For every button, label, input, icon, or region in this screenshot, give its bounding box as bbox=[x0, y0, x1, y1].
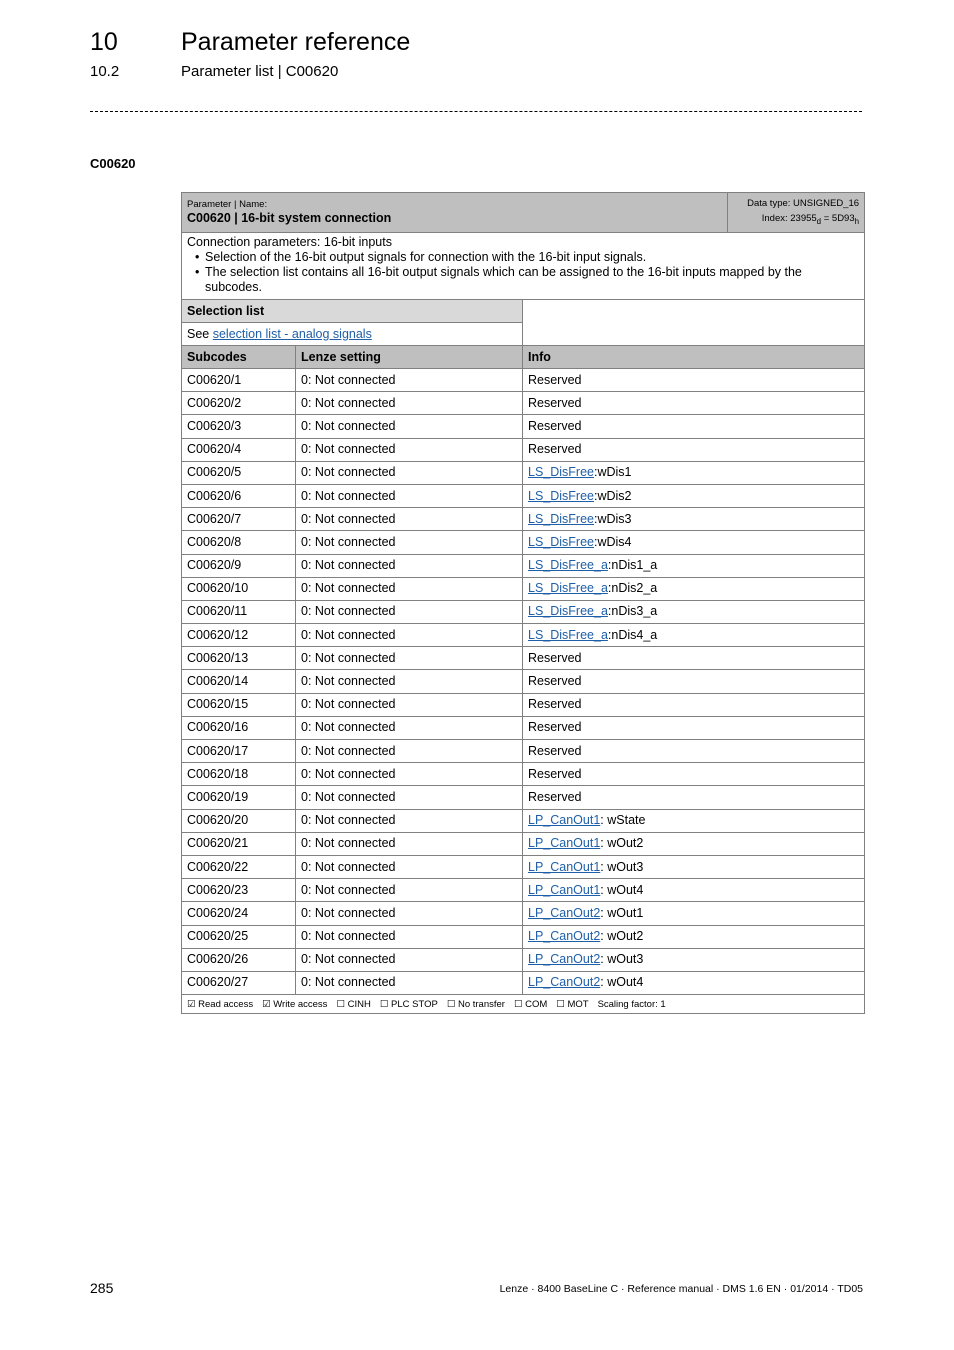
table-row bbox=[182, 716, 865, 739]
info-cell bbox=[523, 577, 865, 600]
chapter-title: Parameter reference bbox=[181, 28, 411, 56]
lenze-setting-cell: 0: Not connected bbox=[296, 971, 523, 994]
info-text: Reserved bbox=[528, 395, 582, 410]
lenze-setting-cell: 0: Not connected bbox=[296, 902, 523, 925]
info-link[interactable]: LP_CanOut2 bbox=[528, 975, 601, 990]
info-cell bbox=[523, 670, 865, 693]
info-text: Reserved bbox=[528, 766, 582, 781]
info-link[interactable]: LP_CanOut2 bbox=[528, 929, 601, 944]
table-row bbox=[182, 461, 865, 484]
info-text: : wOut3 bbox=[600, 859, 644, 874]
table-row bbox=[182, 809, 865, 832]
info-cell bbox=[523, 508, 865, 531]
table-row bbox=[182, 740, 865, 763]
info-cell bbox=[523, 461, 865, 484]
access-flags-cell bbox=[182, 995, 865, 1014]
table-row bbox=[182, 392, 865, 415]
table-row bbox=[182, 855, 865, 878]
access-flag: ☐ PLC STOP bbox=[379, 998, 438, 1010]
lenze-setting-cell: 0: Not connected bbox=[296, 948, 523, 971]
info-cell bbox=[523, 392, 865, 415]
subcode-cell: C00620/22 bbox=[182, 855, 296, 878]
info-cell bbox=[523, 925, 865, 948]
subcode-cell: C00620/26 bbox=[182, 948, 296, 971]
info-text: : wState bbox=[600, 813, 646, 828]
lenze-setting-cell: 0: Not connected bbox=[296, 461, 523, 484]
table-row bbox=[182, 484, 865, 507]
lenze-setting-cell: 0: Not connected bbox=[296, 600, 523, 623]
subcode-cell: C00620/12 bbox=[182, 624, 296, 647]
lenze-setting-cell: 0: Not connected bbox=[296, 415, 523, 438]
info-text: Reserved bbox=[528, 743, 582, 758]
subcode-cell: C00620/15 bbox=[182, 693, 296, 716]
subcode-cell: C00620/27 bbox=[182, 971, 296, 994]
subcode-cell: C00620/6 bbox=[182, 484, 296, 507]
info-link[interactable]: LS_DisFree bbox=[528, 488, 594, 503]
lenze-setting-cell: 0: Not connected bbox=[296, 693, 523, 716]
info-cell bbox=[523, 531, 865, 554]
info-link[interactable]: LP_CanOut1 bbox=[528, 859, 601, 874]
description-cell bbox=[182, 233, 865, 300]
selection-list-reference: See selection list - analog signals bbox=[182, 323, 523, 346]
access-flag: ☑ Read access bbox=[187, 998, 254, 1010]
info-link[interactable]: LS_DisFree bbox=[528, 534, 594, 549]
info-text: : wOut4 bbox=[600, 975, 644, 990]
table-row bbox=[182, 577, 865, 600]
subcode-cell: C00620/19 bbox=[182, 786, 296, 809]
subcode-cell: C00620/4 bbox=[182, 438, 296, 461]
info-cell bbox=[523, 624, 865, 647]
lenze-setting-cell: 0: Not connected bbox=[296, 786, 523, 809]
index-value: Index: $23955_d = 5D93_h$ bbox=[761, 213, 860, 226]
lenze-setting-cell: 0: Not connected bbox=[296, 484, 523, 507]
selection-list-link[interactable]: selection list - analog signals bbox=[212, 326, 372, 341]
subcode-cell: C00620/2 bbox=[182, 392, 296, 415]
info-text: : wOut2 bbox=[600, 836, 644, 851]
lenze-setting-cell: 0: Not connected bbox=[296, 740, 523, 763]
column-header-subcodes: Subcodes bbox=[182, 346, 296, 369]
table-row bbox=[182, 763, 865, 786]
lenze-setting-cell: 0: Not connected bbox=[296, 809, 523, 832]
subcode-cell: C00620/18 bbox=[182, 763, 296, 786]
info-cell bbox=[523, 647, 865, 670]
info-text: : wOut4 bbox=[600, 882, 644, 897]
table-row bbox=[182, 531, 865, 554]
info-link[interactable]: LS_DisFree_a bbox=[528, 581, 608, 596]
info-text: Reserved bbox=[528, 789, 582, 804]
info-link[interactable]: LP_CanOut2 bbox=[528, 905, 601, 920]
selection-list-header: Selection list bbox=[182, 300, 523, 323]
subcode-cell: C00620/16 bbox=[182, 716, 296, 739]
section-title: Parameter list | C00620 bbox=[181, 63, 339, 80]
info-cell bbox=[523, 786, 865, 809]
description-bullets bbox=[187, 250, 859, 295]
subcode-cell: C00620/7 bbox=[182, 508, 296, 531]
info-cell bbox=[523, 948, 865, 971]
subcode-cell: C00620/8 bbox=[182, 531, 296, 554]
info-link[interactable]: LP_CanOut1 bbox=[528, 836, 601, 851]
subcode-cell: C00620/3 bbox=[182, 415, 296, 438]
chapter-number: 10 bbox=[90, 28, 118, 56]
access-flag: ☐ No transfer bbox=[446, 998, 505, 1010]
subcode-cell: C00620/14 bbox=[182, 670, 296, 693]
info-cell bbox=[523, 484, 865, 507]
lenze-setting-cell: 0: Not connected bbox=[296, 508, 523, 531]
lenze-setting-cell: 0: Not connected bbox=[296, 577, 523, 600]
info-link[interactable]: LP_CanOut1 bbox=[528, 882, 601, 897]
table-row bbox=[182, 647, 865, 670]
subcode-cell: C00620/13 bbox=[182, 647, 296, 670]
description-title: Connection parameters: 16-bit inputs bbox=[187, 235, 392, 249]
subcode-cell: C00620/1 bbox=[182, 369, 296, 392]
info-text: :wDis1 bbox=[594, 465, 632, 480]
info-cell bbox=[523, 832, 865, 855]
subcode-cell: C00620/23 bbox=[182, 879, 296, 902]
info-cell bbox=[523, 438, 865, 461]
info-cell bbox=[523, 415, 865, 438]
access-flag: Scaling factor: 1 bbox=[597, 998, 666, 1010]
info-text: Reserved bbox=[528, 442, 582, 457]
table-row bbox=[182, 879, 865, 902]
lenze-setting-cell: 0: Not connected bbox=[296, 392, 523, 415]
table-row bbox=[182, 670, 865, 693]
info-cell bbox=[523, 554, 865, 577]
lenze-setting-cell: 0: Not connected bbox=[296, 554, 523, 577]
info-link[interactable]: LS_DisFree bbox=[528, 511, 594, 526]
info-text: : wOut3 bbox=[600, 952, 644, 967]
info-cell bbox=[523, 693, 865, 716]
subcode-cell: C00620/17 bbox=[182, 740, 296, 763]
info-text: : wOut2 bbox=[600, 929, 644, 944]
data-type: Data type: UNSIGNED_16 bbox=[747, 198, 860, 210]
info-link[interactable]: LS_DisFree bbox=[528, 465, 594, 480]
info-link[interactable]: LP_CanOut1 bbox=[528, 813, 601, 828]
info-text: Reserved bbox=[528, 720, 582, 735]
selection-list-blank bbox=[523, 300, 865, 346]
column-header-lenze-setting: Lenze setting bbox=[296, 346, 523, 369]
info-text: :wDis4 bbox=[594, 534, 632, 549]
subcode-cell: C00620/24 bbox=[182, 902, 296, 925]
info-text: Reserved bbox=[528, 650, 582, 665]
table-row bbox=[182, 971, 865, 994]
info-cell bbox=[523, 855, 865, 878]
lenze-setting-cell: 0: Not connected bbox=[296, 670, 523, 693]
table-row bbox=[182, 832, 865, 855]
info-cell bbox=[523, 740, 865, 763]
info-link[interactable]: LP_CanOut2 bbox=[528, 952, 601, 967]
info-text: Reserved bbox=[528, 418, 582, 433]
lenze-setting-cell: 0: Not connected bbox=[296, 855, 523, 878]
access-flag: ☐ CINH bbox=[336, 998, 371, 1010]
info-text: :nDis2_a bbox=[607, 581, 658, 596]
parameter-name-cell bbox=[182, 193, 728, 233]
info-link[interactable]: LS_DisFree_a bbox=[528, 604, 608, 619]
subcode-cell: C00620/5 bbox=[182, 461, 296, 484]
table-row bbox=[182, 415, 865, 438]
subcode-cell: C00620/11 bbox=[182, 600, 296, 623]
lenze-setting-cell: 0: Not connected bbox=[296, 832, 523, 855]
document-info: Lenze · 8400 BaseLine C · Reference manual · DMS 1.6 EN · 01/2014 · TD05 bbox=[499, 1283, 863, 1295]
access-flag: ☐ COM bbox=[513, 998, 548, 1010]
table-row bbox=[182, 508, 865, 531]
subcode-cell: C00620/10 bbox=[182, 577, 296, 600]
data-type-cell bbox=[728, 193, 865, 233]
info-text: :nDis4_a bbox=[607, 627, 658, 642]
parameter-name-label: Parameter | Name: bbox=[187, 199, 268, 210]
lenze-setting-cell: 0: Not connected bbox=[296, 438, 523, 461]
info-text: :nDis3_a bbox=[607, 604, 658, 619]
info-text: Reserved bbox=[528, 674, 582, 689]
table-row bbox=[182, 600, 865, 623]
subcode-cell: C00620/21 bbox=[182, 832, 296, 855]
table-row bbox=[182, 925, 865, 948]
lenze-setting-cell: 0: Not connected bbox=[296, 763, 523, 786]
column-header-info: Info bbox=[523, 346, 865, 369]
page-number: 285 bbox=[90, 1280, 114, 1296]
info-cell bbox=[523, 716, 865, 739]
subcode-cell: C00620/25 bbox=[182, 925, 296, 948]
info-link[interactable]: LS_DisFree_a bbox=[528, 558, 608, 573]
lenze-setting-cell: 0: Not connected bbox=[296, 879, 523, 902]
column-header-row bbox=[182, 346, 865, 369]
access-flag: ☐ MOT bbox=[556, 998, 589, 1010]
subcode-cell: C00620/9 bbox=[182, 554, 296, 577]
access-flags-row bbox=[182, 995, 865, 1014]
subcode-cell: C00620/20 bbox=[182, 809, 296, 832]
bullet-item: • Selection of the 16-bit output signals for connection with the 16-bit input signals. bbox=[205, 250, 859, 265]
table-row bbox=[182, 786, 865, 809]
info-text: :wDis2 bbox=[594, 488, 632, 503]
info-text: : wOut1 bbox=[600, 905, 644, 920]
lenze-setting-cell: 0: Not connected bbox=[296, 624, 523, 647]
info-link[interactable]: LS_DisFree_a bbox=[528, 627, 608, 642]
info-cell bbox=[523, 369, 865, 392]
table-row bbox=[182, 624, 865, 647]
info-cell bbox=[523, 971, 865, 994]
section-number: 10.2 bbox=[90, 63, 120, 80]
lenze-setting-cell: 0: Not connected bbox=[296, 531, 523, 554]
info-cell bbox=[523, 879, 865, 902]
parameter-code-heading: C00620 bbox=[90, 156, 136, 171]
table-row bbox=[182, 902, 865, 925]
table-row bbox=[182, 693, 865, 716]
lenze-setting-cell: 0: Not connected bbox=[296, 647, 523, 670]
parameter-table bbox=[181, 192, 865, 1014]
table-row bbox=[182, 554, 865, 577]
info-cell bbox=[523, 600, 865, 623]
table-row bbox=[182, 369, 865, 392]
table-row bbox=[182, 948, 865, 971]
info-cell bbox=[523, 902, 865, 925]
info-text: Reserved bbox=[528, 372, 582, 387]
info-text: :nDis1_a bbox=[607, 558, 658, 573]
access-flag: ☑ Write access bbox=[262, 998, 328, 1010]
table-row bbox=[182, 438, 865, 461]
lenze-setting-cell: 0: Not connected bbox=[296, 716, 523, 739]
bullet-item: • The selection list contains all 16-bit output signals which can be assigned to the 16-bit inputs mapped by the subcodes. bbox=[205, 265, 859, 295]
dashed-divider bbox=[90, 111, 862, 112]
parameter-name: C00620 | 16-bit system connection bbox=[187, 211, 392, 225]
lenze-setting-cell: 0: Not connected bbox=[296, 925, 523, 948]
lenze-setting-cell: 0: Not connected bbox=[296, 369, 523, 392]
info-cell bbox=[523, 763, 865, 786]
info-text: Reserved bbox=[528, 697, 582, 712]
info-text: :wDis3 bbox=[594, 511, 632, 526]
info-cell bbox=[523, 809, 865, 832]
